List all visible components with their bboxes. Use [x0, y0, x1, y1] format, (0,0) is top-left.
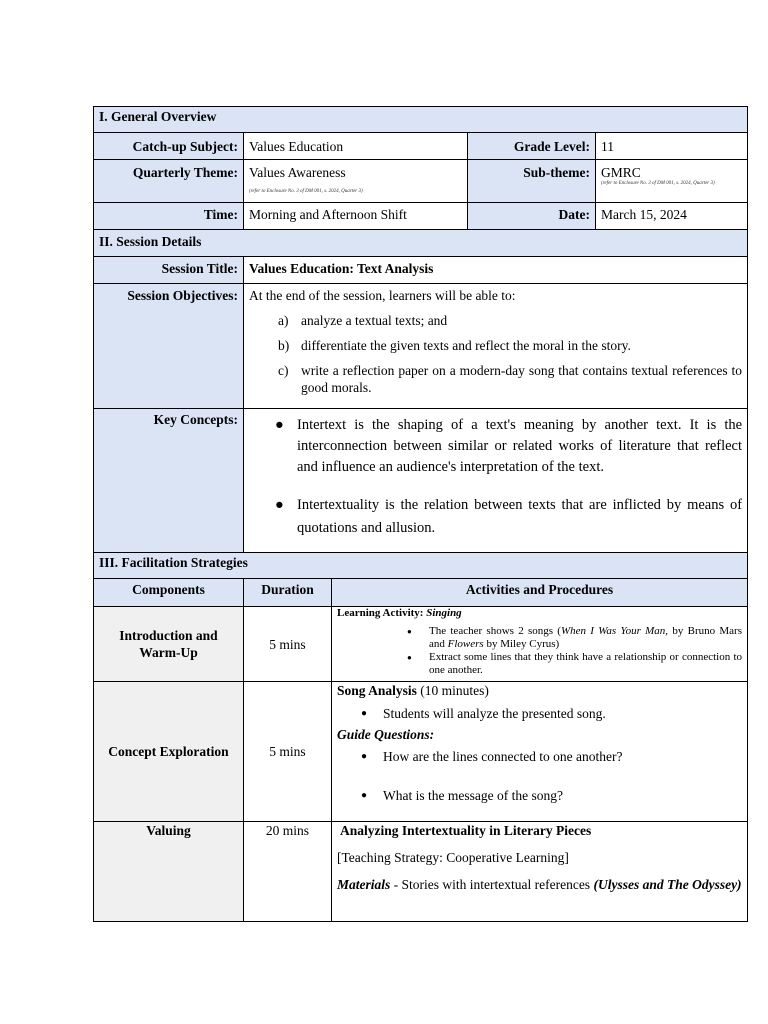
guide-questions — [337, 748, 742, 804]
concept-duration: 5 mins — [244, 682, 332, 822]
guide-questions-label: Guide Questions: — [337, 727, 435, 742]
intro-bullet: ● The teacher shows 2 songs (When I Was Your Man, by Bruno Mars and Flowers by Miley Cyrus) — [407, 625, 742, 650]
theme-value: Values Awareness — [249, 165, 346, 180]
objectives-list — [249, 312, 742, 396]
valuing-duration: 20 mins — [244, 822, 332, 922]
grade-value: 11 — [596, 133, 748, 160]
subject-label: Catch-up Subject: — [94, 133, 244, 160]
concept-activity — [332, 682, 748, 822]
date-label: Date: — [468, 203, 596, 230]
general-overview-header: I. General Overview — [94, 107, 748, 133]
valuing-activity — [332, 822, 748, 922]
session-title-label: Session Title: — [94, 257, 244, 284]
col-components: Components — [94, 579, 244, 607]
valuing-strategy: [Teaching Strategy: Cooperative Learning] — [337, 850, 569, 865]
theme-label: Quarterly Theme: — [94, 160, 244, 203]
song-analysis: Song Analysis (10 minutes) — [337, 683, 489, 698]
date-value: March 15, 2024 — [596, 203, 748, 230]
subtheme-value: GMRC — [601, 165, 641, 180]
facilitation-table — [93, 578, 748, 922]
concept-item: ● Intertextuality is the relation between texts that are inflicted by means of quotations and allusion. — [249, 494, 742, 540]
intro-component: Introduction and Warm-Up — [94, 607, 244, 682]
intro-bullets — [337, 625, 742, 677]
subtheme-label: Sub-theme: — [468, 160, 596, 203]
subject-value: Values Education — [244, 133, 468, 160]
intro-activity — [332, 607, 748, 682]
bullet-icon: ● — [407, 627, 412, 636]
theme-note: (refer to Enclosure No. 3 of DM 001, s. 2024, Quarter 3) — [249, 189, 363, 194]
session-title-value: Values Education: Text Analysis — [244, 257, 748, 284]
bullet-icon: ● — [275, 497, 284, 513]
subtheme-cell — [596, 160, 748, 203]
facilitation-header: III. Facilitation Strategies — [94, 553, 748, 580]
objective-item: b) differentiate the given texts and reflect the moral in the story. — [278, 338, 631, 353]
key-concepts-label: Key Concepts: — [94, 409, 244, 553]
valuing-materials: Materials - Stories with intertextual references (Ulysses and The Odyssey) — [337, 877, 742, 892]
intro-duration: 5 mins — [244, 607, 332, 682]
objectives-label: Session Objectives: — [94, 284, 244, 409]
time-value: Morning and Afternoon Shift — [244, 203, 468, 230]
subtheme-note: (refer to Enclosure No. 3 of DM 001, s. 2024, Quarter 3) — [601, 181, 715, 186]
theme-cell — [244, 160, 468, 203]
bullet-icon: ● — [361, 790, 368, 801]
col-duration: Duration — [244, 579, 332, 607]
concept-steps — [337, 705, 742, 722]
concept-item: ● Intertext is the shaping of a text's meaning by another text. It is the interconnection between similar or related works of literature that reflect and influence an audience's interpretation of the text. — [275, 417, 743, 475]
valuing-title: Analyzing Intertextuality in Literary Pieces — [340, 823, 592, 838]
concept-component: Concept Exploration — [94, 682, 244, 822]
bullet-icon: ● — [275, 417, 284, 433]
objective-item: a) analyze a textual texts; and — [278, 313, 448, 328]
bullet-icon: ● — [407, 653, 412, 662]
learning-activity: Learning Activity: Singing — [337, 607, 462, 619]
valuing-component: Valuing — [94, 822, 244, 922]
guide-question: ● How are the lines connected to one another? — [361, 749, 623, 764]
lesson-plan-table-top — [93, 106, 748, 580]
concept-step: ● Students will analyze the presented song. — [361, 706, 606, 721]
bullet-icon: ● — [361, 751, 368, 762]
col-activities: Activities and Procedures — [332, 579, 748, 607]
objectives-intro: At the end of the session, learners will be able to: — [249, 288, 516, 303]
grade-label: Grade Level: — [468, 133, 596, 160]
key-concepts-list — [249, 415, 742, 540]
bullet-icon: ● — [361, 708, 368, 719]
key-concepts-cell — [244, 409, 748, 553]
objective-item: c) write a reflection paper on a modern-day song that contains textual references to good morals. — [278, 363, 743, 395]
guide-question: ● What is the message of the song? — [361, 788, 563, 803]
intro-bullet: ● Extract some lines that they think have a relationship or connection to one another. — [407, 651, 742, 676]
session-details-header: II. Session Details — [94, 230, 748, 257]
objectives-cell — [244, 284, 748, 409]
time-label: Time: — [94, 203, 244, 230]
